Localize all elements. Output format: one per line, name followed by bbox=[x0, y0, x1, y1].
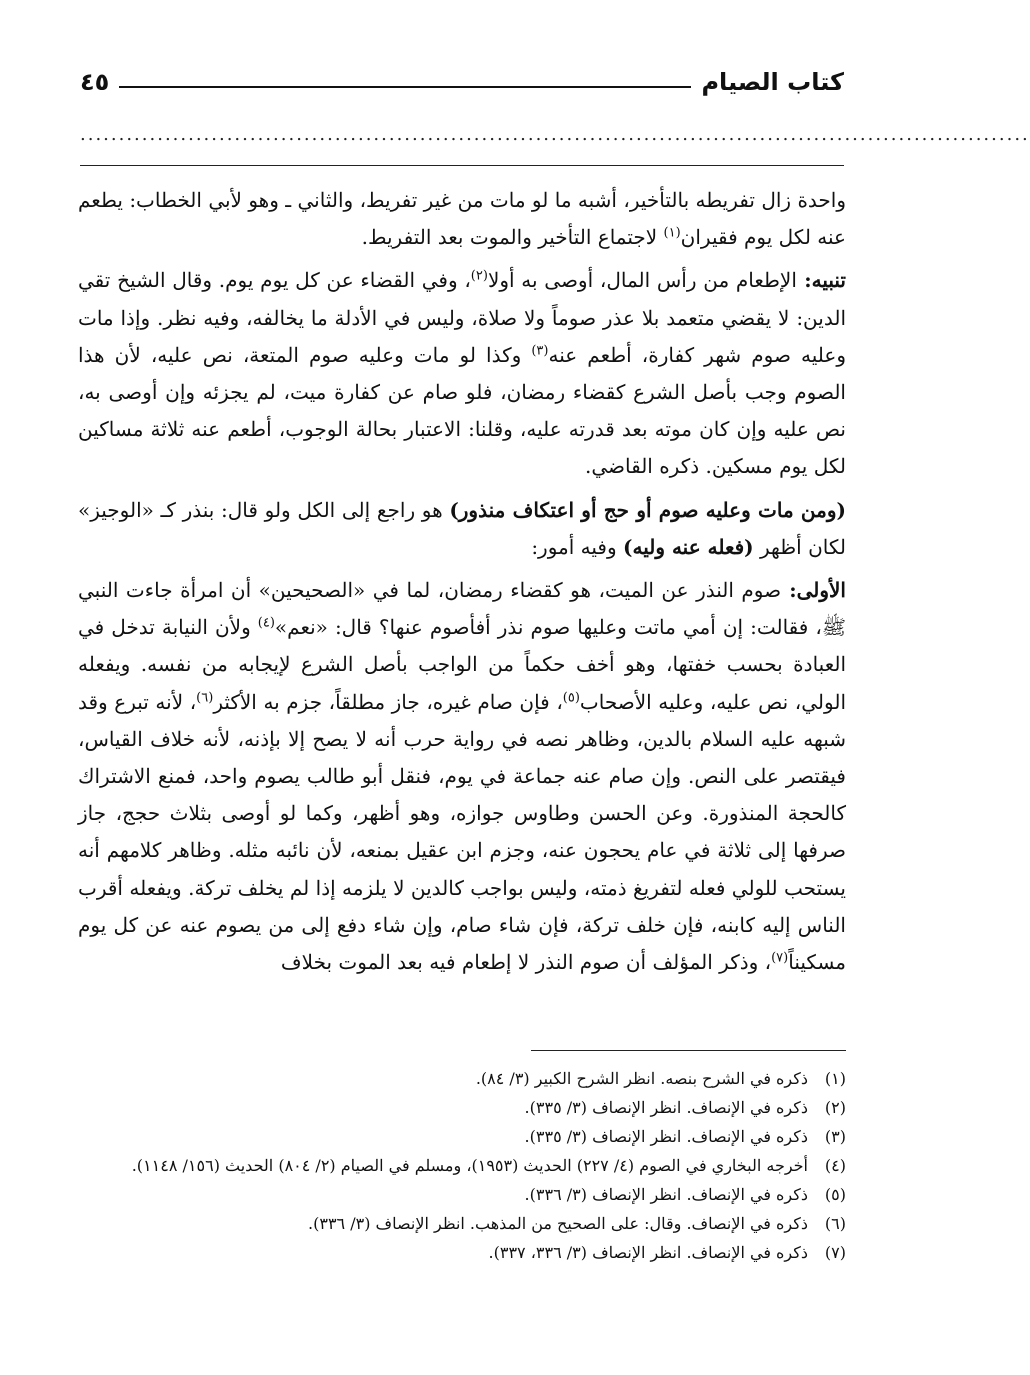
footnote: (٦) ذكره في الإنصاف. وقال: على الصحيح من المذهب. انظر الإنصاف (٣/ ٣٣٦). bbox=[308, 1214, 846, 1233]
footnote-ref-7[interactable]: (٧) bbox=[771, 950, 789, 966]
text-top-rule bbox=[80, 165, 844, 166]
book-title: كتاب الصيام bbox=[701, 68, 844, 96]
footnote: (٧) ذكره في الإنصاف. انظر الإنصاف (٣/ ٣٣٦، ٣٣٧). bbox=[488, 1243, 846, 1262]
paragraph-3: (ومن مات وعليه صوم أو حج أو اعتكاف منذور) هو راجع إلى الكل ولو قال: بنذر كـ «الوجيز» لكان أظهر (فعله عنه وليه) وفيه أمور: bbox=[78, 497, 846, 559]
paragraph-2: تنبيه: الإطعام من رأس المال، أوصى به أولا$^{(٢)}$، وفي القضاء عن كل يوم يوم. وقال الشيخ تقي الدين: لا يقضي متعمد بلا عذر صوماً ولا صلاة، وليس في الأدلة ما يخالفه، وفيه نظر. وإذا مات وعليه صوم شهر كفارة، أطعم عنه$^{(٣)}$ وكذا لو مات وعليه صوم المتعة، نص عليه، لأن هذا الصوم وجب بأصل الشرع كقضاء رمضان، فلو صام عن كفارة ميت، لم يجزئه وإن أوصى به، نص عليه وإن كان موته بعد قدرته عليه، وقلنا: الاعتبار بحالة الوجوب، أطعم عنه ثلاثة مساكين لكل يوم مسكين. ذكره القاضي. bbox=[78, 268, 846, 479]
footnote-rule bbox=[531, 1050, 846, 1051]
matn-quote: (ومن مات وعليه صوم أو حج أو اعتكاف منذور) bbox=[449, 497, 846, 522]
paragraph-1: واحدة زال تفريطه بالتأخير، أشبه ما لو مات من غير تفريط، والثاني ـ وهو لأبي الخطاب: يطعم عنه لكل يوم فقيران$^{(١)}$ لاجتماع التأخير والموت بعد التفريط. bbox=[78, 188, 846, 250]
header-rule bbox=[119, 86, 691, 88]
footnote: (٥) ذكره في الإنصاف. انظر الإنصاف (٣/ ٣٣٦). bbox=[524, 1185, 846, 1204]
footnote: (٤) أخرجه البخاري في الصوم (٤/ ٢٢٧) الحديث (١٩٥٣)، ومسلم في الصيام (٢/ ٨٠٤) الحديث (١٥٦/ ١١٤٨). bbox=[131, 1156, 846, 1175]
footnote: (٢) ذكره في الإنصاف. انظر الإنصاف (٣/ ٣٣٥). bbox=[524, 1098, 846, 1117]
footnote-ref-1[interactable]: (١) bbox=[663, 225, 681, 241]
footnote-ref-4[interactable]: (٤) bbox=[257, 615, 275, 631]
footnote-ref-5[interactable]: (٥) bbox=[562, 689, 580, 705]
main-text bbox=[78, 182, 846, 981]
running-header bbox=[80, 56, 844, 96]
footnote-ref-2[interactable]: (٢) bbox=[470, 268, 488, 284]
note-label: تنبيه: bbox=[796, 268, 846, 293]
footnote-ref-3[interactable]: (٣) bbox=[531, 343, 549, 359]
page-number: ٤٥ bbox=[80, 68, 110, 96]
footnote: (٣) ذكره في الإنصاف. انظر الإنصاف (٣/ ٣٣٥). bbox=[524, 1127, 846, 1146]
footnotes bbox=[80, 1064, 846, 1267]
matn-quote-2: (فعله عنه وليه) bbox=[623, 534, 754, 559]
footnote: (١) ذكره في الشرح بنصه. انظر الشرح الكبير (٣/ ٨٤). bbox=[475, 1069, 846, 1088]
paragraph-4: الأولى: صوم النذر عن الميت، هو كقضاء رمضان، لما في «الصحيحين» أن امرأة جاءت النبي ﷺ، فقالت: إن أمي ماتت وعليها صوم نذر أفأصوم عنها؟ قال: «نعم»$^{(٤)}$ ولأن النيابة تدخل في العبادة بحسب خفتها، وهو أخف حكماً من الواجب بأصل الشرع لإيجابه من نفسه. ويفعله الولي، نص عليه، وعليه الأصحاب$^{(٥)}$، فإن صام غيره، جاز مطلقاً، جزم به الأكثر$^{(٦)}$، لأنه تبرع وقد شبهه عليه السلام بالدين، وظاهر نصه في رواية حرب أنه لا يصح إلا بإذنه، لأنه خلاف القياس، فيقتصر على النص. وإن صام عنه جماعة في يوم، فنقل أبو طالب يصوم واحد، فمنع الاشتراك كالحجة المنذورة. وعن الحسن وطاوس جوازه، وهو أظهر، وكما لو أوصى بثلاث حجج، جاز صرفها إلى ثلاثة في عام يحجون عنه، وجزم ابن عقيل بمنعه، لأن نائبه مثله. وظاهر كلامهم أنه يستحب للولي فعله لتفريغ ذمته، وليس بواجب كالدين لا يلزمه إذا لم يخلف تركة. ويفعله أقرب الناس إليه كابنه، فإن خلف تركة، فإن شاء صام، وإن شاء دفع إلى من يصوم عنه عن كل يوم مسكيناً$^{(٧)}$، وذكر المؤلف أن صوم النذر لا إطعام فيه بعد الموت بخلاف bbox=[78, 578, 847, 975]
first-point-label: الأولى: bbox=[781, 578, 846, 603]
dotted-separator: ........................................................................................................................... bbox=[80, 124, 1030, 145]
footnote-ref-6[interactable]: (٦) bbox=[196, 689, 214, 705]
